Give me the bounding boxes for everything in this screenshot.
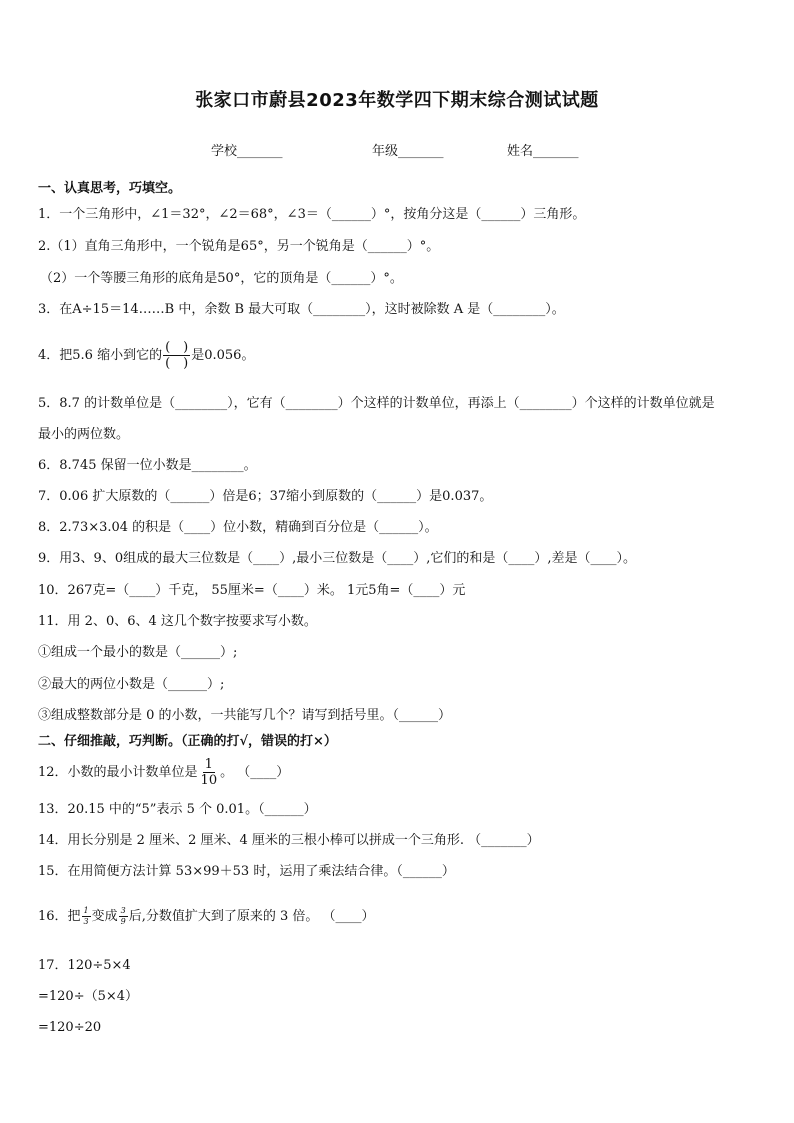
fraction-denominator: ( ) <box>165 356 189 371</box>
question-4-fraction <box>163 341 190 370</box>
question-16-fraction-2 <box>119 907 128 926</box>
question-5-line-1: 5．8.7 的计数单位是（________），它有（________）个这样的计数单位，再添上（________）个这样的计数单位就是 <box>38 396 715 411</box>
question-12-fraction <box>199 758 220 787</box>
question-11: 11．用 2、0、6、4 这几个数字按要求写小数。 <box>38 614 317 629</box>
question-11-part-1: ①组成一个最小的数是（______）; <box>38 645 238 660</box>
question-2-part-2: （2）一个等腰三角形的底角是50°，它的顶角是（______）°。 <box>40 271 403 286</box>
fraction-denominator: 9 <box>120 917 126 926</box>
question-11-part-3: ③组成整数部分是 0 的小数，一共能写几个？请写到括号里。（______） <box>38 708 452 723</box>
section-1-heading: 一、认真思考，巧填空。 <box>38 181 182 196</box>
fraction-denominator: 10 <box>200 773 218 788</box>
question-1: 1．一个三角形中，∠1＝32°，∠2＝68°，∠3＝（______）°，按角分这是（______）三角形。 <box>38 207 586 222</box>
fraction-denominator: 3 <box>83 917 89 926</box>
question-10: 10．267克=（____）千克， 55厘米=（____）米。 1元5角=（____）元 <box>38 583 466 598</box>
grade-field: 年级_______ <box>372 144 444 159</box>
school-field: 学校_______ <box>211 144 283 159</box>
question-6: 6．8.745 保留一位小数是________。 <box>38 458 257 473</box>
question-12-text-after: 。 （____） <box>220 765 290 780</box>
question-5-line-2: 最小的两位数。 <box>38 427 130 442</box>
question-16 <box>38 899 375 935</box>
question-16-fraction-1 <box>82 907 91 926</box>
question-15: 15．在用简便方法计算 53×99＋53 时，运用了乘法结合律。（______） <box>38 864 455 879</box>
question-14: 14．用长分别是 2 厘米、2 厘米、4 厘米的三根小棒可以拼成一个三角形. （_______） <box>38 833 540 848</box>
question-16-text-3: 后,分数值扩大到了原来的 3 倍。 （____） <box>128 909 375 924</box>
question-16-text-2: 变成 <box>91 909 118 924</box>
question-9: 9．用3、9、0组成的最大三位数是（____）,最小三位数是（____）,它们的和是（____）,差是（____）。 <box>38 551 636 566</box>
question-16-text-1: 16．把 <box>38 909 81 924</box>
question-17-line-1: 17．120÷5×4 <box>38 958 131 973</box>
question-8: 8．2.73×3.04 的积是（____）位小数，精确到百分位是（______）。 <box>38 520 438 535</box>
question-12 <box>38 753 289 793</box>
question-7: 7．0.06 扩大原数的（______）倍是6；37缩小到原数的（______）是0.037。 <box>38 489 493 504</box>
question-2-part-1: 2.（1）直角三角形中，一个锐角是65°，另一个锐角是（______）°。 <box>38 239 440 254</box>
fraction-numerator: 3 <box>120 906 126 915</box>
question-17-line-3: =120÷20 <box>38 1020 102 1035</box>
page-title: 张家口市蔚县2023年数学四下期末综合测试试题 <box>195 90 599 111</box>
fraction-numerator: 1 <box>204 757 213 772</box>
question-4-text-after: 是0.056。 <box>191 348 255 363</box>
question-12-text-before: 12．小数的最小计数单位是 <box>38 765 198 780</box>
fraction-numerator: ( ) <box>165 340 189 355</box>
fraction-numerator: 1 <box>83 906 89 915</box>
question-13: 13．20.15 中的“5”表示 5 个 0.01。（______） <box>38 802 317 817</box>
name-field: 姓名_______ <box>507 144 579 159</box>
question-17-line-2: =120÷（5×4） <box>38 989 139 1004</box>
question-4-text-before: 4．把5.6 缩小到它的 <box>38 348 163 363</box>
question-3: 3．在A÷15＝14……B 中，余数 B 最大可取（________），这时被除数 A 是（________）。 <box>38 302 565 317</box>
question-4 <box>38 337 254 375</box>
question-11-part-2: ②最大的两位小数是（______）; <box>38 677 225 692</box>
section-2-heading: 二、仔细推敲，巧判断。（正确的打√，错误的打×） <box>38 734 337 749</box>
